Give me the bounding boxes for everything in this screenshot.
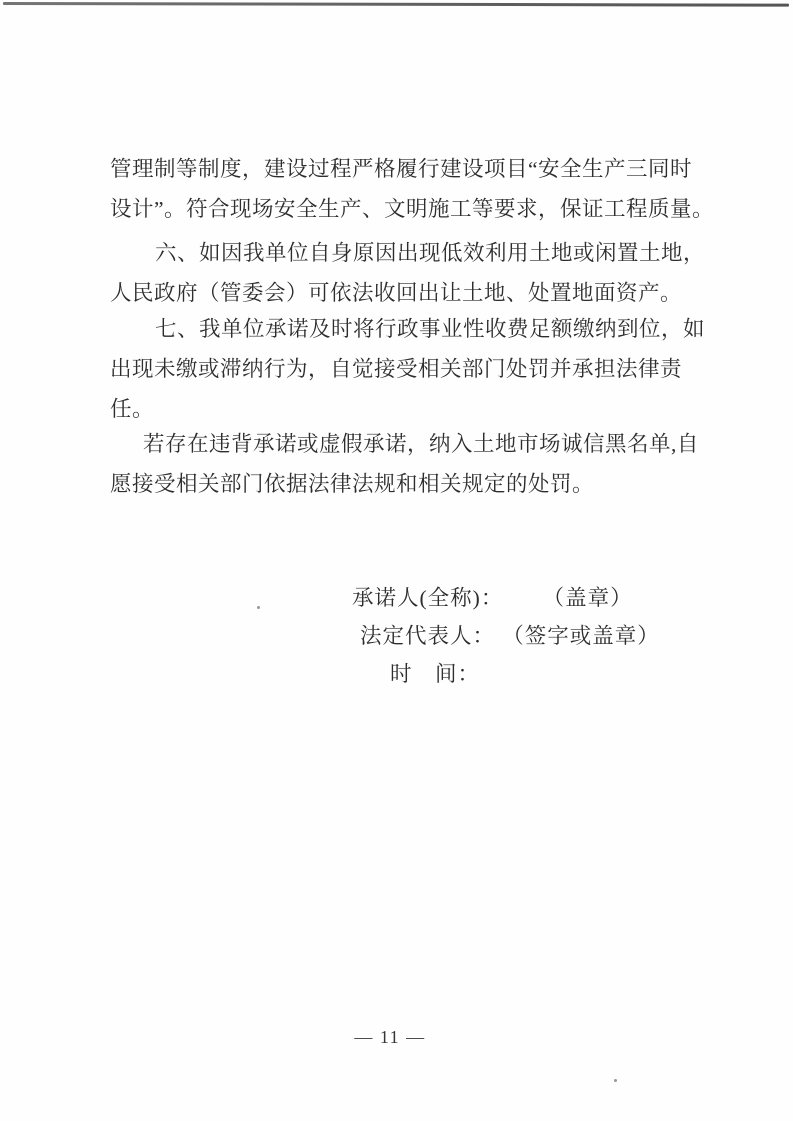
- text-line: 七、我单位承诺及时将行政事业性收费足额缴纳到位，如: [155, 317, 706, 341]
- scan-speck: [614, 1079, 617, 1082]
- date-label: 时 间：: [390, 662, 481, 686]
- text-line: 设计”。符合现场安全生产、文明施工等要求，保证工程质量。: [110, 197, 715, 221]
- promisor-label: 承诺人(全称)：: [352, 586, 504, 610]
- signature-line-representative: [360, 621, 660, 651]
- signature-line-promisor: [352, 583, 633, 613]
- representative-seal-placeholder: （签字或盖章）: [513, 624, 660, 648]
- signature-line-date: [390, 659, 480, 689]
- text-line: 任。: [110, 397, 155, 421]
- body-paragraph-breach: [110, 424, 702, 504]
- text-line: 人民政府（管委会）可依法收回出让土地、处置地面资产。: [110, 281, 683, 305]
- body-paragraph-clause-six: [110, 233, 706, 313]
- text-line: 管理制等制度，建设过程严格履行建设项目“安全生产三同时: [110, 157, 693, 181]
- page-number: — 11 —: [354, 1027, 426, 1047]
- text-line: 愿接受相关部门依据法律法规和相关规定的处罚。: [110, 472, 595, 496]
- text-line: 出现未缴或滞纳行为，自觉接受相关部门处罚并承担法律责: [110, 357, 683, 381]
- scan-edge-artifact: [3, 2, 789, 7]
- representative-label: 法定代表人：: [360, 624, 496, 648]
- body-paragraph-clause-seven: [110, 309, 706, 429]
- text-line: 若存在违背承诺或虚假承诺，纳入土地市场诚信黑名单,自: [143, 432, 699, 456]
- body-paragraph-safety: [110, 149, 715, 229]
- promisor-seal-placeholder: （盖章）: [553, 586, 633, 610]
- scan-speck: [257, 606, 260, 609]
- text-line: 六、如因我单位自身原因出现低效利用土地或闲置土地，: [155, 241, 706, 265]
